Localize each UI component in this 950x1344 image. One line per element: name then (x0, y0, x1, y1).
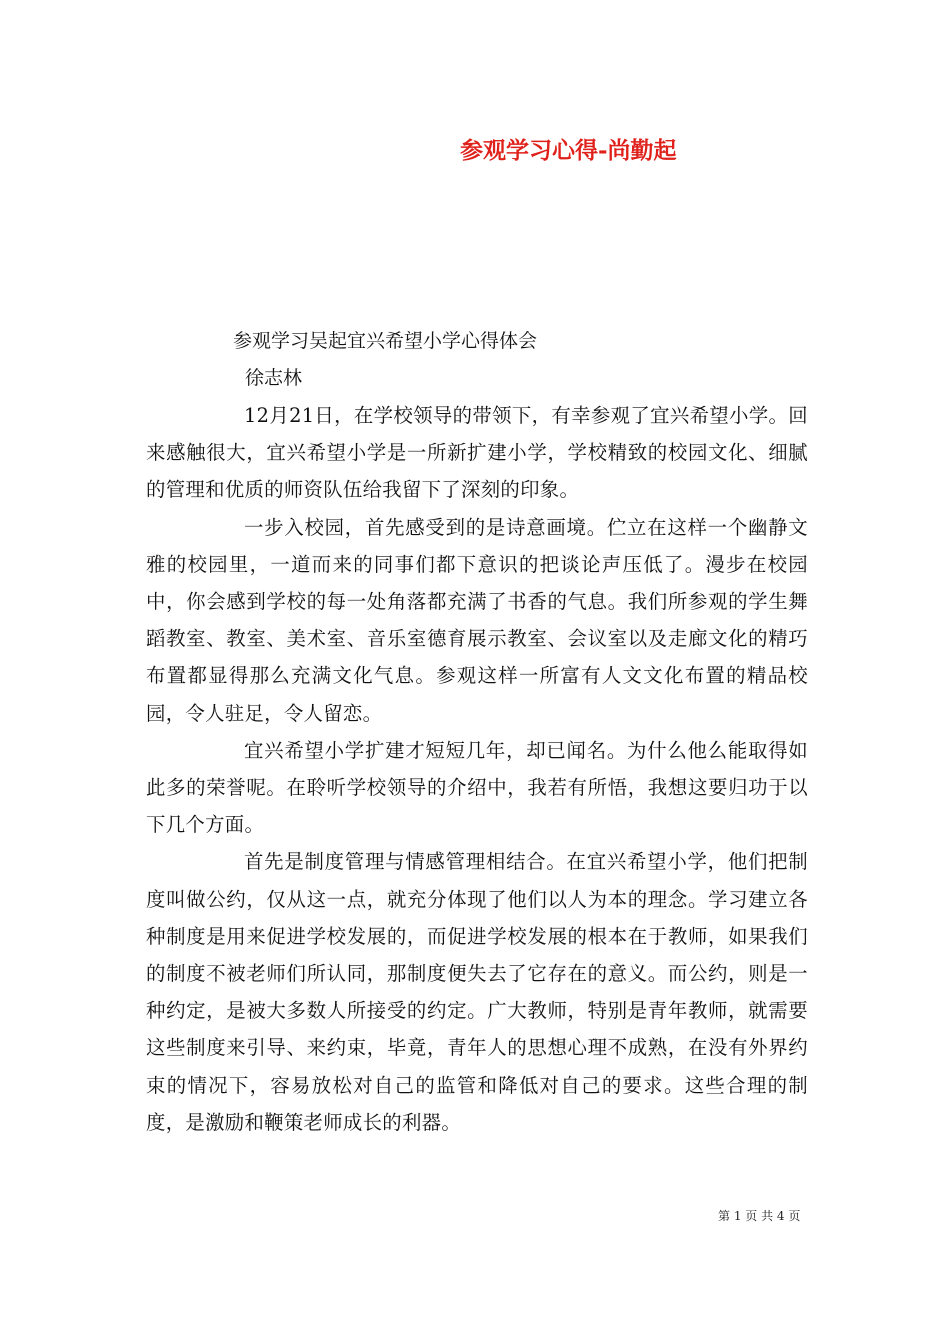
document-title: 参观学习心得-尚勤起 (460, 137, 677, 164)
paragraph-3: 宜兴希望小学扩建才短短几年，却已闻名。为什么他么能取得如此多的荣誉呢。在聆听学校领导的介绍中，我若有所悟，我想这要归功于以下几个方面。 (146, 738, 808, 837)
document-subtitle: 参观学习吴起宜兴希望小学心得体会 (233, 330, 538, 352)
paragraph-1: 12月21日，在学校领导的带领下，有幸参观了宜兴希望小学。回来感触很大，宜兴希望小学是一所新扩建小学，学校精致的校园文化、细腻的管理和优质的师资队伍给我留下了深刻的印象。 (146, 404, 808, 502)
paragraph-2: 一步入校园，首先感受到的是诗意画境。伫立在这样一个幽静文雅的校园里，一道而来的同事们都下意识的把谈论声压低了。漫步在校园中，你会感到学校的每一处角落都充满了书香的气息。我们所参观的学生舞蹈教室、教室、美术室、音乐室德育展示教室、会议室以及走廊文化的精巧布置都显得那么充满文化气息。参观这样一所富有人文文化布置的精品校园，令人驻足，令人留恋。 (146, 515, 808, 725)
paragraph-4: 首先是制度管理与情感管理相结合。在宜兴希望小学，他们把制度叫做公约，仅从这一点，就充分体现了他们以人为本的理念。学习建立各种制度是用来促进学校发展的，而促进学校发展的根本在于教师，如果我们的制度不被老师们所认同，那制度便失去了它存在的意义。而公约，则是一种约定，是被大多数人所接受的约定。广大教师，特别是青年教师，就需要这些制度来引导、来约束，毕竟，青年人的思想心理不成熟，在没有外界约束的情况下，容易放松对自己的监管和降低对自己的要求。这些合理的制度，是激励和鞭策老师成长的利器。 (146, 850, 808, 1134)
page-number-footer: 第 1 页 共 4 页 (718, 1209, 801, 1223)
document-body (146, 397, 808, 1141)
document-author: 徐志林 (245, 367, 303, 389)
